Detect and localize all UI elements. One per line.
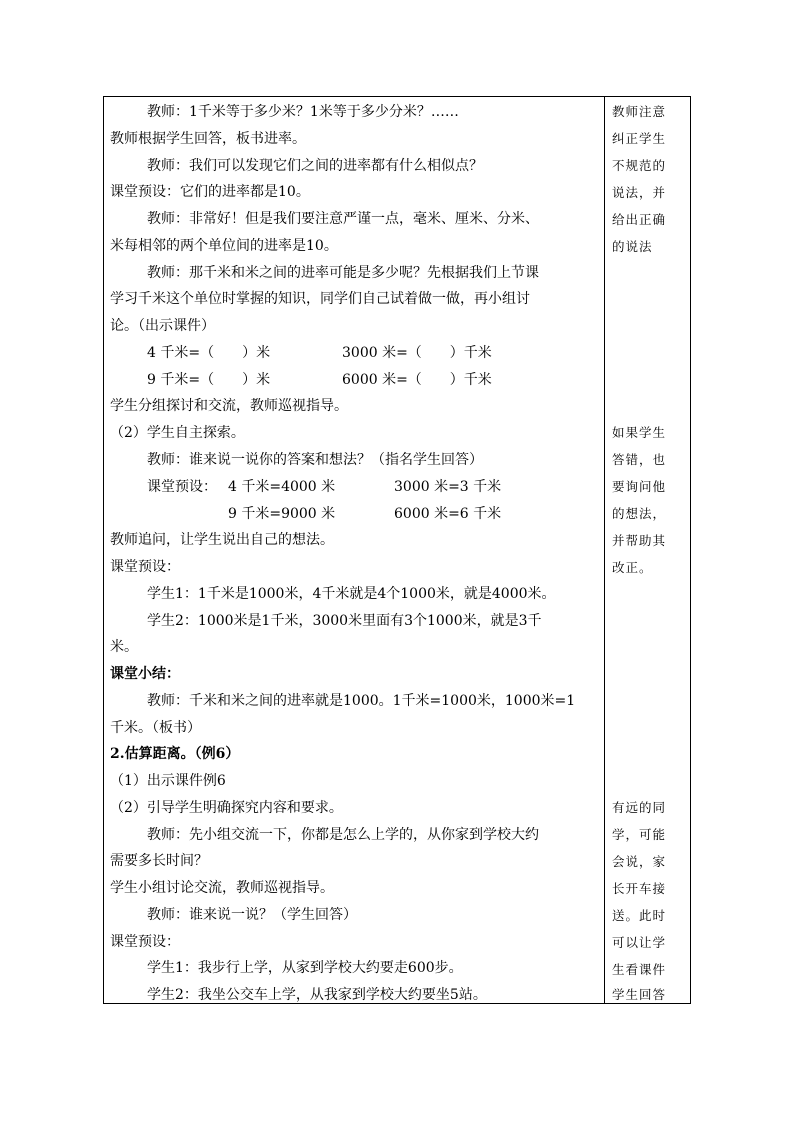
text-line: 学生2：1000米是1千米，3000米里面有3个1000米，就是3千 bbox=[147, 613, 542, 629]
preset-answer-2a: 9 千米=9000 米 bbox=[228, 506, 336, 522]
text-line: 课堂预设： bbox=[110, 934, 180, 950]
text-line: 教师：那千米和米之间的进率可能是多少呢？先根据我们上节课 bbox=[147, 265, 539, 281]
note-line: 的说法 bbox=[612, 239, 653, 254]
text-line: 教师：谁来说一说？（学生回答） bbox=[147, 907, 357, 923]
text-line: 千米。（板书） bbox=[110, 720, 201, 736]
note-line: 不规范的 bbox=[612, 158, 667, 173]
text-line: （2）学生自主探索。 bbox=[110, 425, 245, 441]
text-line: 学生分组探讨和交流，教师巡视指导。 bbox=[110, 398, 348, 414]
text-line: 米。 bbox=[110, 639, 138, 655]
text-line: 教师：1千米等于多少米？1米等于多少分米？…… bbox=[147, 104, 459, 120]
text-line: 学生小组讨论交流，教师巡视指导。 bbox=[110, 880, 334, 896]
section-heading: 课堂小结： bbox=[110, 666, 180, 682]
note-line: 有远的同 bbox=[612, 800, 667, 815]
note-line: 给出正确 bbox=[612, 212, 667, 227]
lesson-table bbox=[103, 96, 691, 1004]
note-line: 送。此时 bbox=[612, 908, 667, 923]
preset-answer-2b: 6000 米=6 千米 bbox=[394, 506, 502, 522]
exercise-row-1a: 4 千米=（ ）米 bbox=[147, 345, 271, 361]
text-line: 教师：我们可以发现它们之间的进率都有什么相似点？ bbox=[147, 158, 483, 174]
note-line: 学生回答 bbox=[612, 987, 667, 1002]
note-line: 纠正学生 bbox=[612, 131, 667, 146]
preset-label: 课堂预设： bbox=[147, 479, 217, 495]
text-line: 课堂预设：它们的进率都是10。 bbox=[110, 184, 310, 200]
note-line: 答错，也 bbox=[612, 452, 667, 467]
text-line: 论。（出示课件） bbox=[110, 318, 215, 334]
text-line: 学习千米这个单位时掌握的知识，同学们自己试着做一做，再小组讨 bbox=[110, 291, 530, 307]
exercise-row-1b: 3000 米=（ ）千米 bbox=[342, 345, 492, 361]
note-line: 并帮助其 bbox=[612, 533, 667, 548]
text-line: 教师：非常好！但是我们要注意严谨一点，毫米、厘米、分米、 bbox=[147, 211, 539, 227]
preset-answer-1b: 3000 米=3 千米 bbox=[394, 479, 502, 495]
column-divider bbox=[604, 97, 605, 1003]
preset-answer-1a: 4 千米=4000 米 bbox=[228, 479, 336, 495]
text-line: 学生1：我步行上学，从家到学校大约要走600步。 bbox=[147, 960, 463, 976]
text-line: 学生2：我坐公交车上学，从我家到学校大约要坐5站。 bbox=[147, 987, 487, 1003]
text-line: 米每相邻的两个单位间的进率是10。 bbox=[110, 238, 338, 254]
note-line: 学，可能 bbox=[612, 827, 667, 842]
note-line: 要询问他 bbox=[612, 479, 667, 494]
note-line: 说法，并 bbox=[612, 185, 667, 200]
note-line: 改正。 bbox=[612, 560, 653, 575]
text-line: 教师：千米和米之间的进率就是1000。1千米=1000米，1000米=1 bbox=[147, 693, 576, 709]
note-line: 长开车接 bbox=[612, 881, 667, 896]
note-line: 的想法， bbox=[612, 506, 667, 521]
text-line: 课堂预设： bbox=[110, 559, 180, 575]
note-line: 生看课件 bbox=[612, 962, 667, 977]
text-line: 需要多长时间？ bbox=[110, 853, 208, 869]
exercise-row-2a: 9 千米=（ ）米 bbox=[147, 372, 271, 388]
note-line: 会说，家 bbox=[612, 854, 667, 869]
note-line: 如果学生 bbox=[612, 425, 667, 440]
text-line: 学生1：1千米是1000米，4千米就是4个1000米，就是4000米。 bbox=[147, 586, 556, 602]
note-line: 教师注意 bbox=[612, 104, 667, 119]
exercise-row-2b: 6000 米=（ ）千米 bbox=[342, 372, 492, 388]
text-line: 教师追问，让学生说出自己的想法。 bbox=[110, 532, 334, 548]
text-line: （2）引导学生明确探究内容和要求。 bbox=[110, 800, 343, 816]
text-line: （1）出示课件例6 bbox=[110, 773, 226, 789]
text-line: 教师：谁来说一说你的答案和想法？（指名学生回答） bbox=[147, 452, 483, 468]
note-line: 可以让学 bbox=[612, 935, 667, 950]
text-line: 教师根据学生回答，板书进率。 bbox=[110, 131, 306, 147]
section-heading: 2.估算距离。（例6） bbox=[110, 746, 240, 762]
text-line: 教师：先小组交流一下，你都是怎么上学的，从你家到学校大约 bbox=[147, 827, 539, 843]
